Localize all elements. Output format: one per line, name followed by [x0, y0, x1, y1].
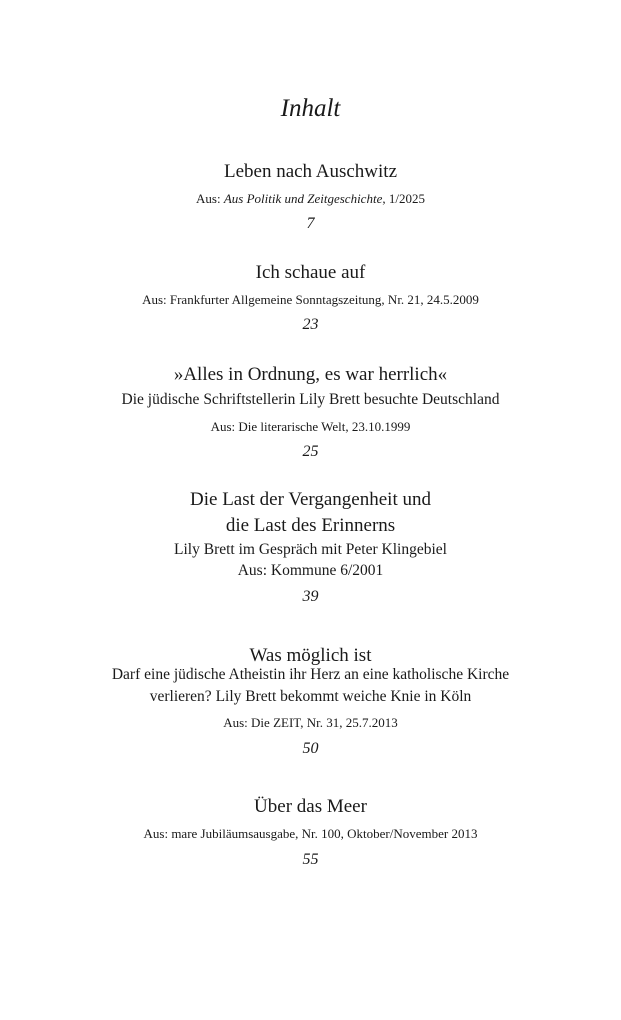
entry-subtitle-line: Darf eine jüdische Atheistin ihr Herz an eine katholische Kirche — [111, 666, 510, 683]
entry-title: Leben nach Auschwitz — [223, 161, 398, 182]
entry-title-line: Die Last der Vergangenheit und — [190, 489, 431, 510]
toc-heading: Inhalt — [280, 95, 341, 122]
entry-page-number: 7 — [306, 215, 315, 232]
entry-source: Aus: Die literarische Welt, 23.10.1999 — [210, 419, 411, 434]
entry-page-number: 23 — [302, 316, 319, 333]
entry-title: Ich schaue auf — [255, 262, 366, 283]
entry-page-number: 55 — [302, 851, 319, 868]
entry-source: Aus: Frankfurter Allgemeine Sonntagszeitung, Nr. 21, 24.5.2009 — [142, 292, 479, 307]
entry-source-prefix: Aus: — [196, 191, 224, 206]
entry-source: Aus: Die ZEIT, Nr. 31, 25.7.2013 — [223, 715, 398, 730]
entry-subtitle: Die jüdische Schriftstellerin Lily Brett besuchte Deutschland — [121, 391, 500, 408]
entry-page-number: 50 — [302, 740, 319, 757]
entry-title: »Alles in Ordnung, es war herrlich« — [173, 364, 448, 385]
entry-subtitle-line: verlieren? Lily Brett bekommt weiche Knie in Köln — [149, 688, 472, 705]
entry-title-line: die Last des Erinnerns — [225, 515, 396, 536]
entry-page-number: 39 — [302, 588, 319, 605]
entry-source: Aus: mare Jubiläumsausgabe, Nr. 100, Oktober/November 2013 — [143, 826, 478, 841]
entry-title: Über das Meer — [254, 796, 367, 817]
entry-source-publication: Aus Politik und Zeitgeschichte — [223, 191, 383, 206]
entry-source — [0, 192, 621, 205]
entry-page-number: 25 — [302, 443, 319, 460]
entry-subtitle-line: Aus: Kommune 6/2001 — [237, 562, 384, 579]
entry-subtitle-line: Lily Brett im Gespräch mit Peter Klingebiel — [174, 541, 447, 558]
entry-title: Was möglich ist — [249, 645, 372, 666]
entry-source-issue: , 1/2025 — [382, 191, 425, 206]
